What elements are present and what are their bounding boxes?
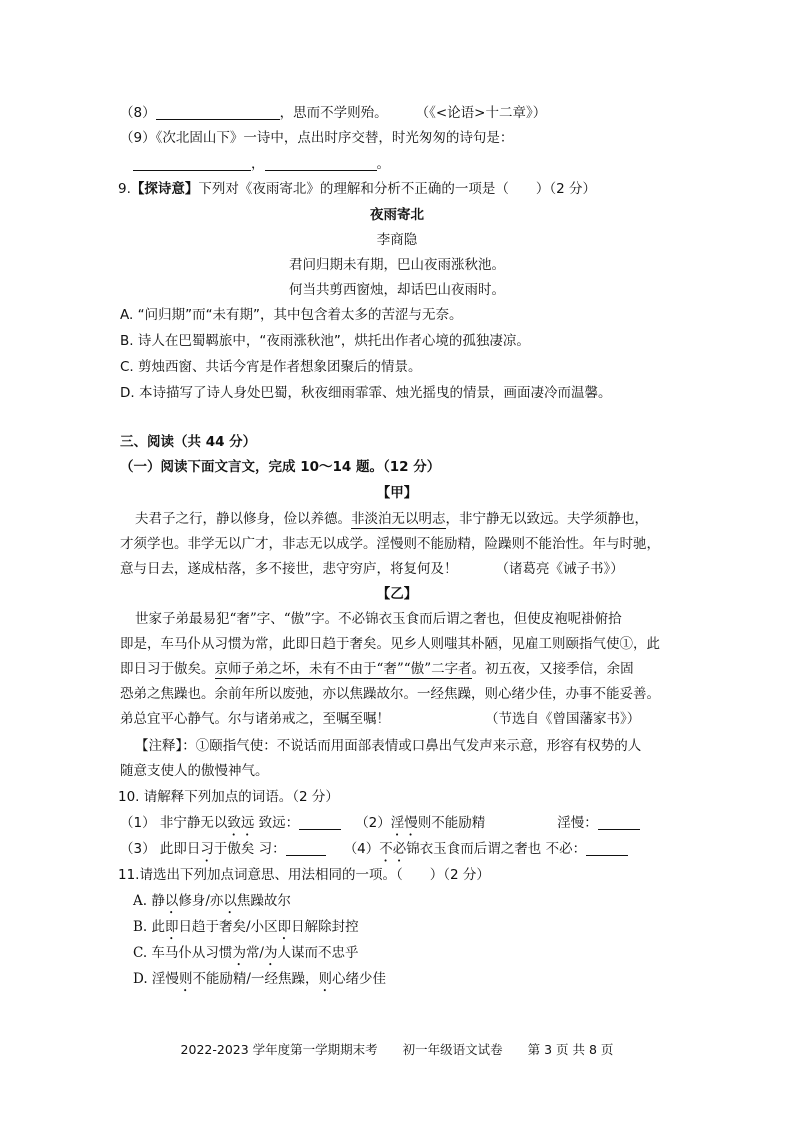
question-10: 10. 请解释下列加点的词语。（2 分） [118, 789, 339, 805]
passage-line: 夫君子之行，静以修身，俭以养德。非淡泊无以明志，非宁静无以致远。夫学须静也， [135, 511, 648, 527]
poem-title: 夜雨寄北 [370, 207, 424, 223]
passage-line: 即是，车马仆从习惯为常，此即日趋于奢矣。见乡人则嗤其朴陋，见雇工则颐指气使①，此 [120, 636, 660, 652]
answer-blank[interactable] [265, 156, 377, 171]
poem-line: 君问归期未有期，巴山夜雨涨秋池。 [289, 257, 505, 273]
option-c: C. 车马仆从习惯为常/为人谋而不忠乎 [133, 945, 359, 961]
fill-in-q8: （8） ，思而不学则殆。 （《<论语>十二章》） [120, 105, 547, 121]
answer-blank[interactable] [286, 841, 326, 856]
annotation: 【注释】：①颐指气使：不说话而用面部表情或口鼻出气发声来示意，形容有权势的人 [135, 738, 642, 754]
poem-author: 李商隐 [376, 232, 418, 248]
option-a: A. “问归期”而“未有期”，其中包含着太多的苦涩与无奈。 [120, 307, 463, 323]
passage-line: 才须学也。非学无以广才，非志无以成学。淫慢则不能励精，险躁则不能治性。年与时驰， [120, 536, 660, 552]
question-11: 11.请选出下列加点词意思、用法相同的一项。（ ）（2 分） [118, 867, 490, 883]
answer-blank[interactable] [586, 841, 628, 856]
option-d: D. 本诗描写了诗人身处巴蜀，秋夜细雨霏霏、烛光摇曳的情景，画面凄冷而温馨。 [120, 385, 612, 401]
answer-blank[interactable] [299, 815, 341, 830]
passage-line: 恐弟之焦躁也。余前年所以废弛，亦以焦躁故尔。一经焦躁，则心绪少佳，办事不能妥善。 [120, 686, 660, 702]
question-9: 9.【探诗意】下列对《夜雨寄北》的理解和分析不正确的一项是（ ）（2 分） [118, 181, 597, 197]
page-footer: 2022-2023 学年度第一学期期末考 初一年级语文试卷 第 3 页 共 8 页 [180, 1042, 614, 1057]
passage-line: 意与日去，遂成枯落，多不接世，悲守穷庐，将复何及！ （诸葛亮《诫子书》） [120, 561, 624, 577]
passage-line: 世家子弟最易犯“奢”字、“傲”字。不必锦衣玉食而后谓之奢也，但使皮袍呢褂俯拾 [135, 611, 622, 627]
question-10-row: （1） 非宁静无以致远 致远： （2）淫慢则不能励精 淫慢： [120, 814, 794, 839]
fill-in-q9-blanks: ， 。 [133, 155, 794, 173]
option-d: D. 淫慢则不能励精/一经焦躁，则心绪少佳 [133, 971, 386, 987]
answer-blank[interactable] [598, 815, 640, 830]
fill-in-q9: （9）《次北固山下》一诗中，点出时序交替，时光匆匆的诗句是： [120, 130, 514, 146]
passage-line: 即日习于傲矣。京师子弟之坏，未有不由于“奢”“傲”二字者。初五夜，又接季信，余固 [120, 661, 634, 677]
option-b: B. 此即日趋于奢矣/小区即日解除封控 [133, 919, 359, 935]
passage-yi-label: 【乙】 [376, 586, 418, 602]
option-b: B. 诗人在巴蜀羁旅中，“夜雨涨秋池”，烘托出作者心境的孤独凄凉。 [120, 333, 530, 349]
answer-blank[interactable] [133, 156, 251, 171]
poem-line: 何当共剪西窗烛，却话巴山夜雨时。 [289, 282, 505, 298]
passage-line: 弟总宜平心静气。尔与诸弟戒之，至嘱至嘱！ （节选自《曾国藩家书》） [120, 711, 641, 727]
passage-jia-label: 【甲】 [376, 485, 418, 501]
section-title: 三、阅读（共 44 分） [120, 434, 257, 450]
option-a: A. 静以修身/亦以焦躁故尔 [133, 893, 291, 909]
option-c: C. 剪烛西窗、共话今宵是作者想象团聚后的情景。 [120, 359, 422, 375]
question-10-row: （3） 此即日习于傲矣 习： （4）不必锦衣玉食而后谓之奢也 不必： [120, 840, 794, 865]
part-title: （一）阅读下面文言文，完成 10～14 题。（12 分） [120, 459, 441, 475]
annotation: 随意支使人的傲慢神气。 [120, 763, 269, 779]
answer-blank[interactable] [156, 105, 280, 120]
